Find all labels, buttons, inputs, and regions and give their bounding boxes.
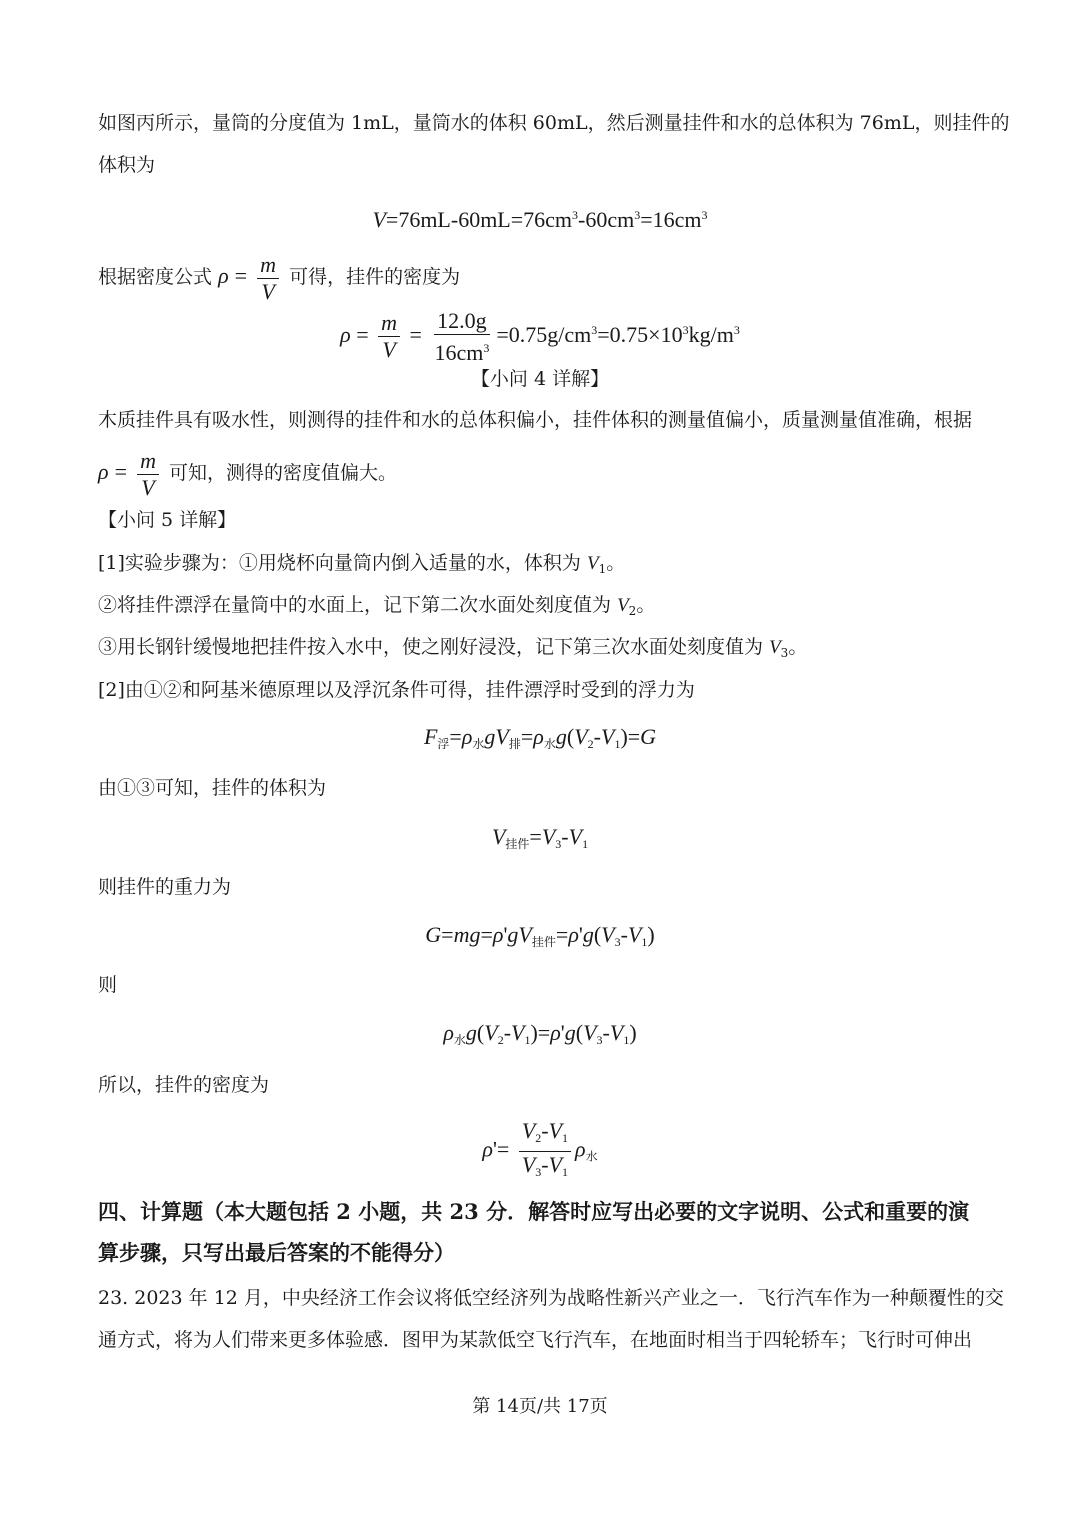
equation-pendant-volume: $V_{挂件}=V_3-V_1$ [491, 824, 589, 851]
question-23: 23. 2023 年 12 月，中央经济工作会议将低空经济列为战略性新兴产业之一．飞行汽车作为一种颠覆性的交 [98, 1287, 1004, 1309]
equation-density: ρ = $\frac{m}{V}$ = $\frac{12.0g}{16cm^3}$ $=0.75g/cm^3=0.75\times 10^3kg/m^3$ [340, 307, 740, 365]
equation-volume: $V=76mL-60mL=76cm^3-60cm^3=16cm^3$ [372, 207, 708, 232]
text-density-result-intro: 所以，挂件的密度为 [98, 1074, 270, 1096]
question-23-cont: 通方式，将为人们带来更多体验感．图甲为某款低空飞行汽车，在地面时相当于四轮轿车；飞行时可伸出 [98, 1329, 973, 1351]
step-4: [2]由①②和阿基米德原理以及浮沉条件可得，挂件漂浮时受到的浮力为 [98, 679, 695, 701]
section-4-heading-cont: 算步骤，只写出最后答案的不能得分） [98, 1240, 455, 1265]
equation-density-result: ρ'= $\frac{V_2-V_1}{V_3-V_1}$ $\rho_水$ [482, 1118, 598, 1179]
paragraph-q4-cont: ρ = $\frac{m}{V}$ 可知，测得的密度值偏大。 [98, 447, 398, 500]
text-then: 则 [98, 974, 118, 996]
step-2: ②将挂件漂浮在量筒中的水面上，记下第二次水面处刻度值为 $V_2$。 [98, 594, 656, 618]
page-footer: 第 14页/共 17页 [472, 1396, 608, 1417]
equation-balance: $\rho_水g(V_2-V_1)=\rho'g(V_3-V_1)$ [443, 1020, 637, 1047]
paragraph-q4: 木质挂件具有吸水性，则测得的挂件和水的总体积偏小，挂件体积的测量值偏小，质量测量值准确，根据 [98, 409, 973, 431]
equation-buoyancy: $F_浮=\rho_水gV_排=\rho_水g(V_2-V_1)=G$ [423, 724, 657, 751]
heading-q5: 【小问 5 详解】 [98, 509, 237, 531]
step-1: [1]实验步骤为：①用烧杯向量筒内倒入适量的水，体积为 $V_1$。 [98, 552, 626, 576]
equation-gravity: $G=mg=\rho'gV_{挂件}=\rho'g(V_3-V_1)$ [425, 922, 655, 949]
section-4-heading: 四、计算题（本大题包括 2 小题，共 23 分．解答时应写出必要的文字说明、公式和重要的演 [98, 1199, 970, 1224]
heading-q4: 【小问 4 详解】 [470, 368, 610, 390]
step-3: ③用长钢针缓慢地把挂件按入水中，使之刚好浸没，记下第三次水面处刻度值为 $V_3$。 [98, 636, 808, 660]
paragraph-volume-cont: 体积为 [98, 154, 156, 176]
text-volume-intro: 由①③可知，挂件的体积为 [98, 777, 327, 799]
paragraph-volume: 如图丙所示，量筒的分度值为 1mL，量筒水的体积 60mL，然后测量挂件和水的总体积为 76mL，则挂件的 [98, 112, 1010, 134]
text-gravity-intro: 则挂件的重力为 [98, 876, 232, 898]
paragraph-density-formula: 根据密度公式 ρ = $\frac{m}{V}$ 可得，挂件的密度为 [98, 251, 461, 304]
